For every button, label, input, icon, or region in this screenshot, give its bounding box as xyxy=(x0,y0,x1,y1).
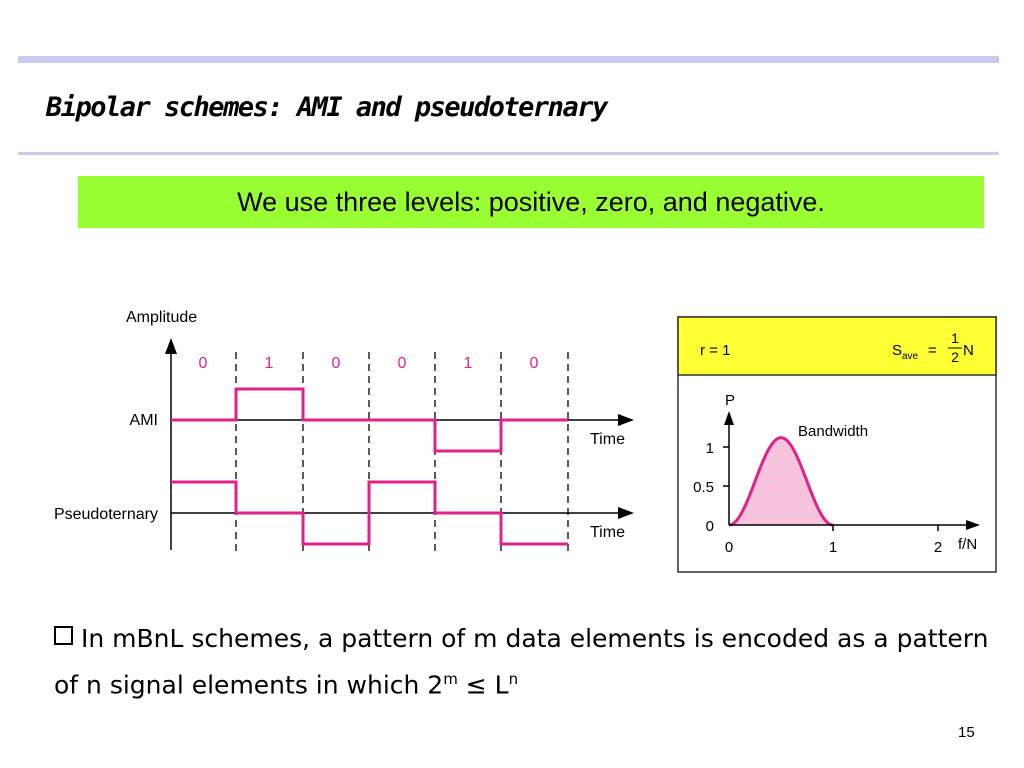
bit-label: 0 xyxy=(331,355,341,372)
ami-time-label: Time xyxy=(590,431,625,448)
f-axis-label: f/N xyxy=(958,536,978,553)
exponent-n: n xyxy=(508,670,519,688)
bit-label: 1 xyxy=(463,355,473,372)
bit-label: 0 xyxy=(397,355,407,372)
y-axis-arrow xyxy=(165,338,177,354)
x-tick-label: 2 xyxy=(933,539,943,556)
pseudoternary-time-label: Time xyxy=(590,524,625,541)
formula-numerator: 1 xyxy=(951,330,959,346)
page-number: 15 xyxy=(958,724,975,741)
pseudo-time-arrow xyxy=(618,507,634,519)
spectrum-figure xyxy=(676,315,1000,575)
bit-label: 0 xyxy=(198,355,208,372)
y-tick-label: 1 xyxy=(705,440,714,457)
slide-title: Bipolar schemes: AMI and pseudoternary xyxy=(46,92,607,123)
bullet-text: In mBnL schemes, a pattern of m data elements is encoded as a pattern of n signal elements in which 2 xyxy=(54,624,989,700)
bullet-point xyxy=(54,618,1004,705)
amplitude-label: Amplitude xyxy=(126,309,198,326)
bandwidth-label: Bandwidth xyxy=(798,423,869,440)
bit-label: 1 xyxy=(264,355,274,372)
p-axis-label: P xyxy=(725,392,736,409)
checkbox-bullet-icon xyxy=(54,626,73,645)
top-divider xyxy=(18,56,999,63)
ami-time-arrow xyxy=(618,414,634,426)
bit-boundaries xyxy=(236,352,568,552)
pseudoternary-row-label: Pseudoternary xyxy=(53,506,158,523)
x-tick-label: 1 xyxy=(828,539,838,556)
formula-equals: = xyxy=(928,342,937,359)
waveform-figure xyxy=(40,300,660,570)
formula-s: S xyxy=(892,342,903,359)
x-tick-label: 0 xyxy=(724,539,734,556)
y-tick-label: 0 xyxy=(705,518,714,535)
less-equal-text: ≤ L xyxy=(457,670,509,700)
title-divider xyxy=(18,152,999,155)
banner xyxy=(78,176,984,228)
formula-subscript: ave xyxy=(902,351,919,362)
formula-denominator: 2 xyxy=(951,349,959,365)
rate-label: r = 1 xyxy=(700,342,731,359)
banner-text: We use three levels: positive, zero, and negative. xyxy=(237,186,825,217)
bit-label: 0 xyxy=(529,355,539,372)
formula-n: N xyxy=(963,342,974,359)
exponent-m: m xyxy=(443,670,458,688)
y-tick-label: 0.5 xyxy=(693,479,714,496)
ami-row-label: AMI xyxy=(129,412,158,429)
